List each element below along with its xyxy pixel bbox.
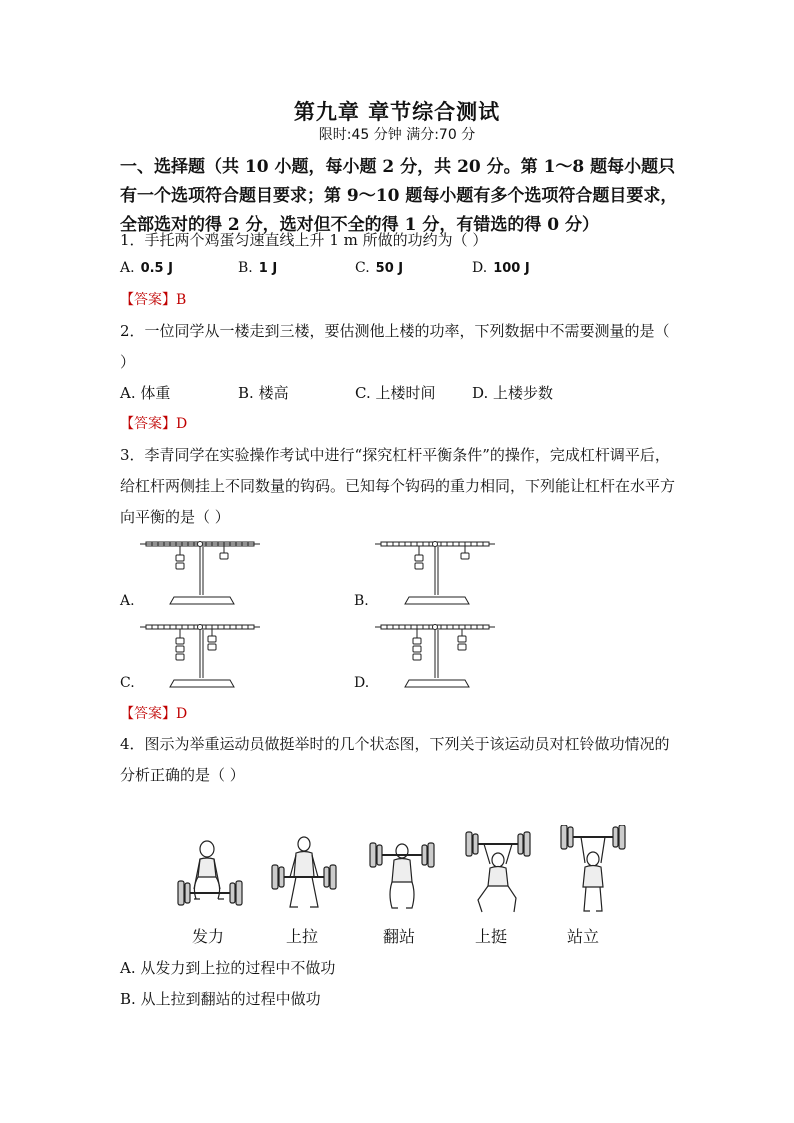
q1-option-b: B. 1 J bbox=[238, 260, 278, 276]
q2-option-c: C. 上楼时间 bbox=[355, 384, 436, 402]
lever-figure-d bbox=[375, 618, 495, 690]
caption-zhanli: 站立 bbox=[566, 927, 599, 946]
weightlifter-figure-fali bbox=[174, 835, 246, 915]
weightlifter-figure-zhanli bbox=[557, 825, 629, 915]
q2-option-a: A. 体重 bbox=[120, 384, 171, 402]
page-title: 第九章 章节综合测试 bbox=[293, 99, 501, 124]
lever-label-d: D. bbox=[354, 675, 370, 691]
q1-answer: 【答案】B bbox=[120, 292, 187, 308]
weightlifter-figure-fanzhan bbox=[366, 833, 438, 915]
lever-figure-a bbox=[140, 535, 260, 607]
q3-answer: 【答案】D bbox=[120, 706, 188, 722]
q2-answer: 【答案】D bbox=[120, 416, 188, 432]
caption-shangting: 上挺 bbox=[474, 927, 507, 946]
caption-fanzhan: 翻站 bbox=[382, 927, 415, 946]
q3-stem: 3．李青同学在实验操作考试中进行“探究杠杆平衡条件”的操作，完成杠杆调平后，给杠杆两侧挂上不同数量的钩码。已知每个钩码的重力相同，下列能让杠杆在水平方向平衡的是（ ） bbox=[120, 446, 676, 526]
weightlifter-figure-shangting bbox=[462, 830, 534, 915]
caption-fali: 发力 bbox=[191, 927, 224, 946]
q4-option-b: B. 从上拉到翻站的过程中做功 bbox=[120, 990, 321, 1008]
weightlifter-figure-shangla bbox=[268, 835, 340, 915]
caption-shangla: 上拉 bbox=[285, 927, 318, 946]
q4-option-a: A. 从发力到上拉的过程中不做功 bbox=[120, 959, 336, 977]
lever-figure-b bbox=[375, 535, 495, 607]
q1-stem: 1．手托两个鸡蛋匀速直线上升 1 m 所做的功约为（ ） bbox=[120, 231, 488, 249]
q2-option-b: B. 楼高 bbox=[238, 384, 289, 402]
q4-stem: 4．图示为举重运动员做挺举时的几个状态图，下列关于该运动员对杠铃做功情况的分析正确的是（ ） bbox=[120, 735, 670, 784]
lever-figure-c bbox=[140, 618, 260, 690]
q1-option-d: D. 100 J bbox=[472, 260, 530, 276]
page-subtitle: 限时:45 分钟 满分:70 分 bbox=[318, 127, 476, 143]
q2-stem: 2．一位同学从一楼走到三楼，要估测他上楼的功率，下列数据中不需要测量的是（ ） bbox=[120, 322, 670, 371]
lever-label-b: B. bbox=[354, 593, 369, 609]
lever-label-a: A. bbox=[120, 593, 135, 609]
lever-label-c: C. bbox=[120, 675, 135, 691]
q1-option-a: A. 0.5 J bbox=[120, 260, 173, 276]
q2-option-d: D. 上楼步数 bbox=[472, 384, 554, 402]
section-heading: 一、选择题（共 10 小题，每小题 2 分，共 20 分。第 1～8 题每小题只有一个选项符合题目要求；第 9～10 题每小题有多个选项符合题目要求，全部选对的得 2 分，选对但不全的得 1 分，有错选的得 0 分） bbox=[120, 157, 678, 235]
q1-option-c: C. 50 J bbox=[355, 260, 404, 276]
